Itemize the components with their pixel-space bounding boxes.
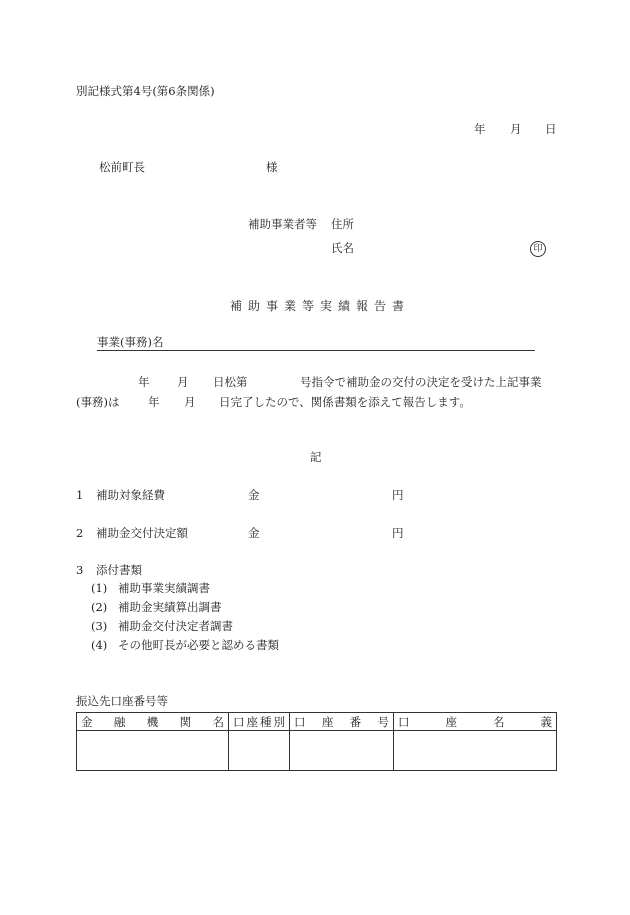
body-line2-prefix: (事務)は: [76, 395, 120, 409]
attachment-1-num: (1): [91, 581, 108, 595]
bank-header-char: 義: [540, 714, 552, 729]
body-year-2: 年: [148, 395, 160, 409]
attachments-num: 3: [76, 563, 84, 577]
date-year-label: 年: [474, 122, 486, 136]
item-1-currency: 金: [248, 488, 260, 502]
attachment-4-label: その他町長が必要と認める書類: [118, 638, 279, 652]
bank-header-char: 関: [179, 714, 192, 729]
project-name-underline: [97, 350, 535, 351]
bank-header-char: 別: [273, 714, 285, 729]
bank-header-char: 金: [81, 714, 93, 729]
item-1-unit: 円: [392, 488, 404, 502]
bank-header-char: 番: [349, 714, 362, 729]
bank-table-header-row: [77, 713, 557, 731]
item-1-num: 1: [76, 488, 84, 502]
body-line2-rest: 日完了したので、関係書類を添えて報告します。: [219, 395, 471, 409]
name-label: 氏名: [331, 241, 354, 255]
form-id: 別記様式第4号(第6条関係): [76, 84, 215, 98]
bank-header-account-type: [229, 713, 290, 731]
bank-institution-cell[interactable]: [77, 731, 229, 771]
bank-header-char: 名: [493, 714, 505, 729]
bank-account-holder-cell[interactable]: [394, 731, 557, 771]
bank-account-number-cell[interactable]: [290, 731, 394, 771]
addressee-honorific: 様: [266, 160, 278, 174]
bank-header-char: 口: [233, 714, 245, 729]
date-day-label: 日: [545, 122, 557, 136]
bank-header-char: 座: [445, 714, 457, 729]
body-month-1: 月: [177, 375, 189, 389]
item-1-label: 補助対象経費: [96, 488, 165, 502]
bank-header-char: 口: [398, 714, 410, 729]
bank-account-table: [76, 712, 557, 771]
bank-header-char: 口: [294, 714, 306, 729]
document-title: 補助事業等実績報告書: [230, 299, 411, 313]
attachment-4-num: (4): [91, 638, 108, 652]
body-line1-rest: 号指令で補助金の交付の決定を受けた上記事業: [300, 375, 542, 389]
applicant-label: 補助事業者等: [248, 217, 317, 231]
bank-header-char: 機: [146, 714, 159, 729]
item-2-label: 補助金交付決定額: [96, 526, 188, 540]
addressee-name: 松前町長: [99, 160, 145, 174]
attachment-2-num: (2): [91, 600, 108, 614]
address-label: 住所: [331, 217, 354, 231]
bank-header-char: 種: [260, 714, 272, 729]
body-day-ref: 日松第: [213, 375, 248, 389]
item-2-unit: 円: [392, 526, 404, 540]
attachment-1-label: 補助事業実績調書: [118, 581, 210, 595]
attachment-3-num: (3): [91, 619, 108, 633]
seal-mark: 印: [530, 241, 546, 257]
bank-header-char: 座: [321, 714, 334, 729]
bank-header-char: 名: [212, 714, 224, 729]
body-month-2: 月: [184, 395, 196, 409]
attachment-3-label: 補助金交付決定者調書: [118, 619, 233, 633]
project-name-label: 事業(事務)名: [97, 335, 164, 349]
bank-header-institution: [77, 713, 229, 731]
item-2-currency: 金: [248, 526, 260, 540]
bank-header-char: 座: [246, 714, 258, 729]
bank-table-input-row: [77, 731, 557, 771]
attachment-2-label: 補助金実績算出調書: [118, 600, 222, 614]
body-year-1: 年: [138, 375, 150, 389]
bank-header-account-number: [290, 713, 394, 731]
note-heading: 記: [310, 450, 322, 464]
bank-header-char: 号: [377, 714, 389, 729]
date-month-label: 月: [510, 122, 522, 136]
attachments-label: 添付書類: [96, 563, 142, 577]
bank-header-char: 融: [113, 714, 126, 729]
bank-account-type-cell[interactable]: [229, 731, 290, 771]
item-2-num: 2: [76, 526, 84, 540]
bank-header-account-holder: [394, 713, 557, 731]
bank-caption: 振込先口座番号等: [76, 694, 168, 708]
